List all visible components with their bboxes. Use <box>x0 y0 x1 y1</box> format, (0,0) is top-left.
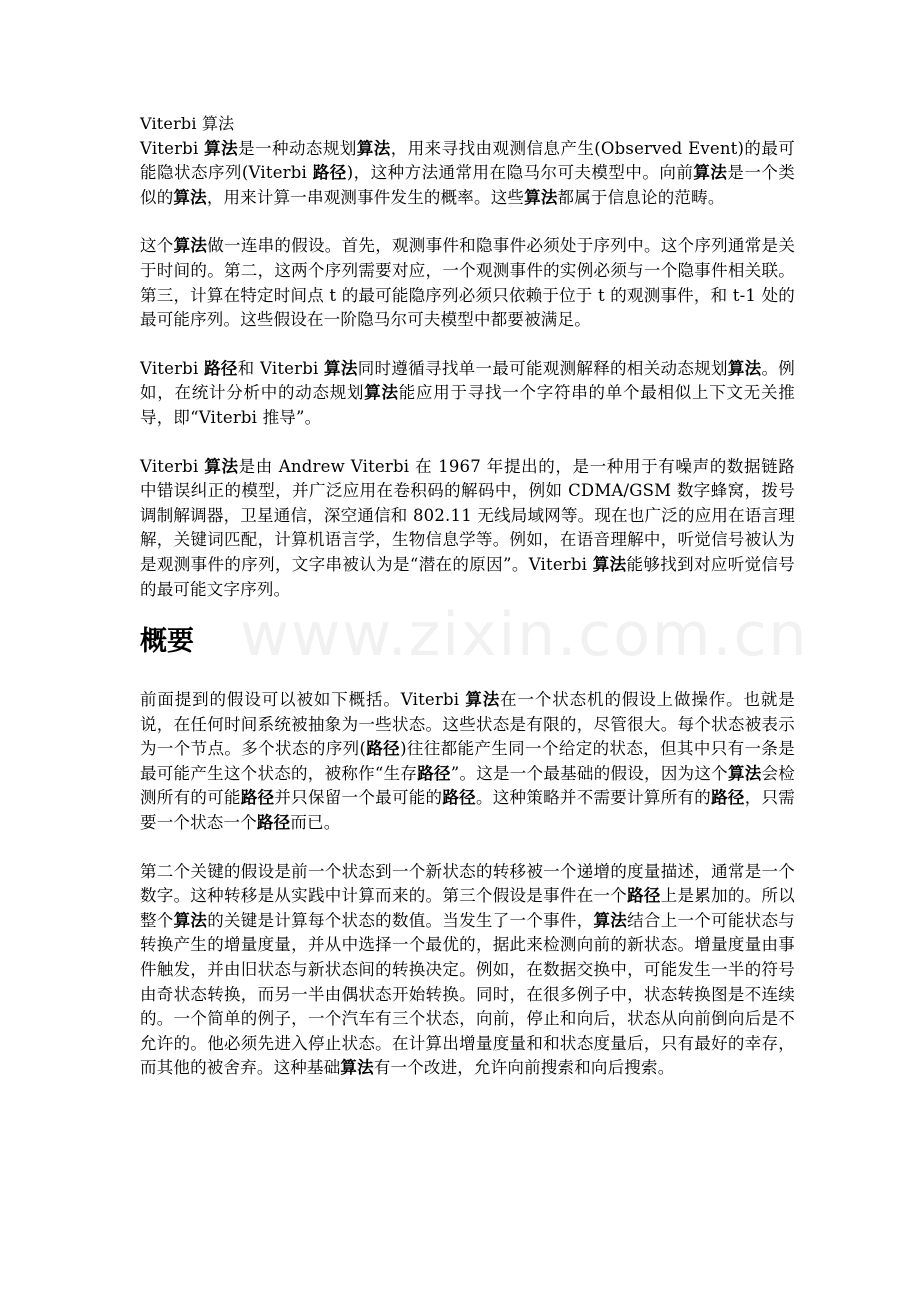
text-run: 是一种动态规划 <box>238 138 357 158</box>
text-run: 做一连串的假设。首先，观测事件和隐事件必须处于序列中。这个序列通常是关于时间的。第二，这两个序列需要对应，一个观测事件的实例必须与一个隐事件相关联。第三，计算在特定时间点 t 的最可能隐序列必须只依赖于位于 t 的观测事件，和 t-1 处的最可能序列。这些假设在一阶隐马尔可夫模型中都要被满足。 <box>140 236 796 330</box>
document-title: Viterbi 算法 <box>140 114 235 133</box>
text-run: Viterbi <box>140 358 204 378</box>
bold-term: 路径 <box>627 886 661 906</box>
paragraph-spacer <box>140 431 795 455</box>
paragraph-spacer <box>140 836 795 860</box>
text-run: )往往都能产生同一个给定的状态，但其中只有一条是最可能产生这个状态的，被称作“生存 <box>140 739 795 783</box>
text-run: Viterbi <box>140 138 205 158</box>
bold-term: 算法 <box>465 690 501 710</box>
bold-term: 路径 <box>442 788 476 808</box>
paragraph-viterbi-path <box>140 357 795 431</box>
text-run: 上是累加的。所以整个 <box>140 886 795 930</box>
document-page <box>140 112 795 1081</box>
text-run: 并只保留一个最可能的 <box>274 788 443 808</box>
paragraph-intro <box>140 137 795 211</box>
bold-term: 算法 <box>173 910 208 930</box>
bold-term: 算法 <box>592 554 627 574</box>
text-run: 。例如，在统计分析中的动态规划 <box>140 358 796 403</box>
text-run: 会检测所有的可能 <box>140 763 795 808</box>
text-run: 这个 <box>140 236 174 256</box>
bold-term: 算法 <box>593 910 628 930</box>
bold-term: 算法 <box>173 187 207 207</box>
text-run: 是一个类似的 <box>140 163 796 207</box>
text-run: 前面提到的假设可以被如下概括。Viterbi <box>140 690 466 710</box>
bold-term: 路径 <box>204 358 238 378</box>
text-run: ”。这是一个最基础的假设，因为这个 <box>450 763 728 783</box>
text-run: 是由 Andrew Viterbi 在 1967 年提出的，是一种用于有噪声的数据链路中错误纠正的模型，并广泛应用在卷积码的解码中，例如 CDMA/GSM 数字蜂窝，拨号调制解调器，卫星通信，深空通信和 802.11 无线局域网等。现在也广泛的应用在语言理解，关键词匹配，计算机语言学，生物信息学等。例如，在语音理解中，听觉信号被认为是观测事件的序列，文字串被认为是“潜在的原因”。Viterbi <box>140 456 795 574</box>
paragraph-overview-2 <box>140 860 795 1081</box>
bold-term: 算法 <box>173 236 208 256</box>
text-run: 而已。 <box>290 813 341 833</box>
paragraph-spacer <box>140 333 795 357</box>
bold-term: 算法 <box>204 138 239 158</box>
bold-term: 路径 <box>312 163 347 183</box>
paragraph-history <box>140 455 795 603</box>
text-run: ，用来计算一串观测事件发生的概率。这些 <box>206 187 525 207</box>
paragraph-overview-1 <box>140 688 795 836</box>
bold-term: 路径 <box>711 788 745 808</box>
bold-term: 路径 <box>240 788 275 808</box>
bold-term: 算法 <box>727 763 762 783</box>
bold-term: 算法 <box>324 358 358 378</box>
text-run: )，这种方法通常用在隐马尔可夫模型中。向前 <box>346 163 694 183</box>
bold-term: 算法 <box>727 358 762 378</box>
text-run: 和 Viterbi <box>237 358 325 378</box>
bold-term: 路径 <box>366 739 401 759</box>
watermark-text: www.zixin.com.cn <box>240 600 809 670</box>
text-run: 能应用于寻找一个字符串的单个最相似上下文无关推导，即“Viterbi 推导”。 <box>140 383 795 427</box>
text-run: 的关键是计算每个状态的数值。当发生了一个事件， <box>207 910 594 930</box>
section-heading-overview: 概要 <box>140 626 194 658</box>
text-run: 结合上一个可能状态与转换产生的增量度量，并从中选择一个最优的，据此来检测向前的新状态。增量度量由事件触发，并由旧状态与新状态间的转换决定。例如，在数据交换中，可能发生一半的符号由奇状态转换，而另一半由偶状态开始转换。同时，在很多例子中，状态转换图是不连续的。一个简单的例子，一个汽车有三个状态，向前，停止和向后，状态从向前倒向后是不允许的。他必须先进入停止状态。在计算出增量度量和和状态度量后，只有最好的幸存，而其他的被舍弃。这种基础 <box>140 910 795 1078</box>
text-run: 同时遵循寻找单一最可能观测解释的相关动态规划 <box>357 358 728 378</box>
paragraph-assumptions <box>140 234 795 332</box>
bold-term: 算法 <box>693 163 728 183</box>
bold-term: 路径 <box>256 813 291 833</box>
text-run: 能够找到对应听觉信号的最可能文字序列。 <box>140 554 796 599</box>
text-run: 在一个状态机的假设上做操作。也就是说，在任何时间系统被抽象为一些状态。这些状态是有限的，尽管很大。每个状态被表示为一个节点。多个状态的序列( <box>140 690 795 759</box>
text-run: 都属于信息论的范畴。 <box>557 187 725 207</box>
text-run: 。这种策略并不需要计算所有的 <box>475 788 712 808</box>
bold-term: 算法 <box>524 187 558 207</box>
text-run: Viterbi <box>140 456 205 476</box>
text-run: 第二个关键的假设是前一个状态到一个新状态的转移被一个递增的度量描述，通常是一个数字。这种转移是从实践中计算而来的。第三个假设是事件在一个 <box>140 861 795 906</box>
paragraph-spacer <box>140 210 795 234</box>
bold-term: 算法 <box>356 138 391 158</box>
bold-term: 算法 <box>364 383 399 403</box>
text-run: 有一个改进，允许向前搜索和向后搜索。 <box>373 1058 675 1078</box>
text-run: ，用来寻找由观测信息产生(Observed Event)的最可能隐状态序列(Viterbi <box>140 138 796 183</box>
bold-term: 算法 <box>204 456 239 476</box>
bold-term: 路径 <box>417 763 451 783</box>
bold-term: 算法 <box>340 1058 374 1078</box>
text-run: ，只需要一个状态一个 <box>140 788 795 833</box>
